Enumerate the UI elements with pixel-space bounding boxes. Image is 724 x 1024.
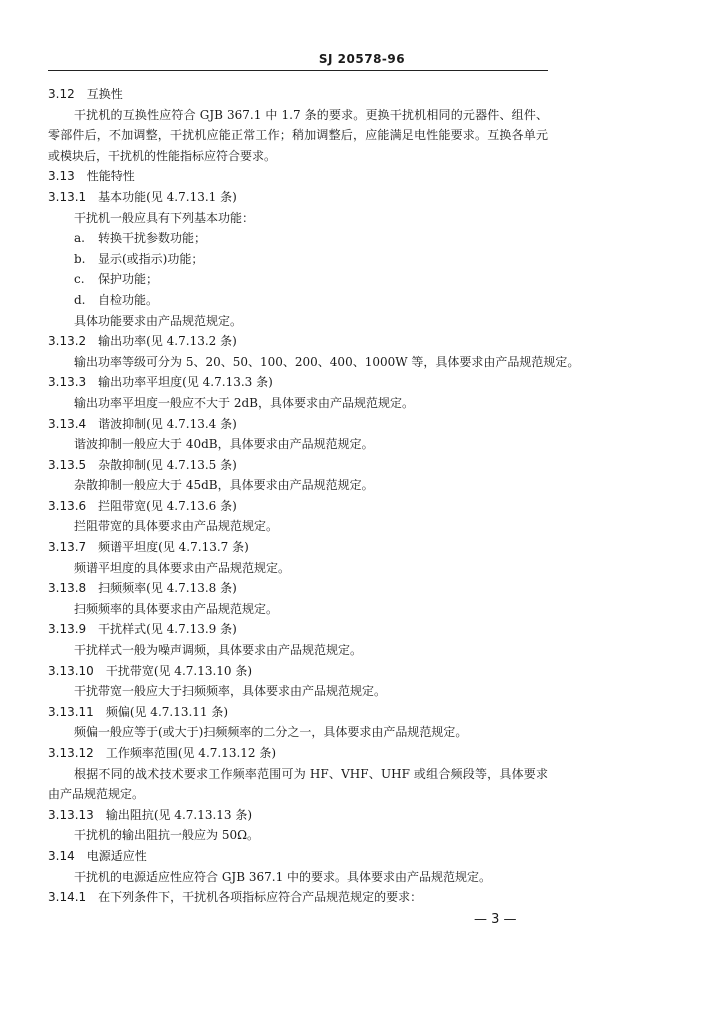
- section-heading: [48, 84, 548, 105]
- body-text: 干扰样式一般为噪声调频，具体要求由产品规范规定。: [74, 643, 363, 658]
- section-heading: [48, 846, 548, 867]
- section-heading: [48, 661, 548, 682]
- section-title: 基本功能(见 4.7.13.1 条): [98, 189, 237, 204]
- body-text: 扫频频率的具体要求由产品规范规定。: [74, 601, 279, 616]
- section-title: 输出功率平坦度(见 4.7.13.3 条): [98, 375, 273, 390]
- section-number: 3.13: [48, 169, 75, 184]
- body-text: 频谱平坦度的具体要求由产品规范规定。: [74, 560, 291, 575]
- section-number: 3.13.13: [48, 807, 94, 822]
- body-text: 干扰机的电源适应性应符合 GJB 367.1 中的要求。具体要求由产品规范规定。: [74, 869, 492, 884]
- list-item: [48, 228, 548, 249]
- section-title: 干扰带宽(见 4.7.13.10 条): [105, 663, 253, 678]
- section-heading: [48, 887, 548, 908]
- section-number: 3.12: [48, 87, 75, 101]
- section-number: 3.13.8: [48, 581, 87, 596]
- list-item-text: 转换干扰参数功能；: [98, 231, 207, 246]
- section-heading: [48, 372, 548, 393]
- list-marker: a.: [74, 231, 85, 246]
- section-title: 输出阻抗(见 4.7.13.13 条): [105, 807, 253, 822]
- page-number: — 3 —: [474, 912, 517, 927]
- list-item-text: 保护功能；: [98, 272, 159, 287]
- list-item: [48, 290, 548, 311]
- body-text: 输出功率等级可分为 5、20、50、100、200、400、1000W 等，具体要求由产品规范规定。: [74, 354, 580, 369]
- body-text: 杂散抑制一般应大于 45dB，具体要求由产品规范规定。: [74, 478, 374, 493]
- document-body: [48, 84, 580, 908]
- section-number: 3.13.12: [48, 746, 94, 760]
- list-marker: d.: [74, 292, 86, 307]
- section-number: 3.13.3: [48, 375, 87, 390]
- section-number: 3.13.9: [48, 622, 87, 637]
- list-item: [48, 249, 548, 270]
- section-number: 3.13.1: [48, 189, 87, 204]
- header-rule: [48, 70, 548, 71]
- section-title: 在下列条件下，干扰机各项指标应符合产品规范规定的要求：: [98, 890, 423, 905]
- section-heading: [48, 537, 548, 558]
- section-number: 3.13.11: [48, 704, 94, 719]
- section-heading: [48, 743, 548, 764]
- paragraph: 干扰机的互换性应符合 GJB 367.1 中 1.7 条的要求。更换干扰机相同的元器件、组件、零部件后，不加调整，干扰机应能正常工作；稍加调整后，应能满足电性能要求。互换各单元或模块后，干扰机的性能指标应符合要求。: [48, 107, 548, 163]
- section-title: 输出功率(见 4.7.13.2 条): [98, 334, 237, 349]
- body-text: 输出功率平坦度一般应不大于 2dB，具体要求由产品规范规定。: [74, 395, 414, 410]
- paragraph: 根据不同的战术技术要求工作频率范围可为 HF、VHF、UHF 或组合频段等，具体要求由产品规范规定。: [48, 766, 548, 802]
- section-title: 频谱平坦度(见 4.7.13.7 条): [98, 540, 249, 555]
- body-text: 干扰机的输出阻抗一般应为 50Ω。: [74, 828, 260, 843]
- section-number: 3.13.6: [48, 498, 87, 513]
- section-title: 工作频率范围(见 4.7.13.12 条): [105, 746, 277, 760]
- document-code: SJ 20578-96: [318, 52, 406, 66]
- section-heading: [48, 578, 548, 599]
- section-heading: [48, 166, 548, 187]
- body-text: 拦阻带宽的具体要求由产品规范规定。: [74, 519, 279, 534]
- list-marker: c.: [74, 272, 85, 287]
- section-title: 杂散抑制(见 4.7.13.5 条): [98, 457, 237, 472]
- section-title: 频偏(见 4.7.13.11 条): [105, 704, 229, 719]
- section-title: 互换性: [86, 87, 123, 101]
- section-title: 扫频频率(见 4.7.13.8 条): [98, 581, 237, 596]
- section-heading: [48, 702, 548, 723]
- body-text: 谐波抑制一般应大于 40dB，具体要求由产品规范规定。: [74, 437, 374, 452]
- list-item: [48, 269, 548, 290]
- section-title: 性能特性: [86, 169, 135, 184]
- section-heading: [48, 187, 548, 208]
- body-text: 干扰机一般应具有下列基本功能：: [74, 210, 255, 225]
- section-heading: [48, 455, 548, 476]
- body-text: 频偏一般应等于(或大于)扫频频率的二分之一，具体要求由产品规范规定。: [74, 725, 468, 740]
- list-item-text: 显示(或指示)功能；: [98, 251, 204, 266]
- section-heading: [48, 414, 548, 435]
- section-heading: [48, 496, 548, 517]
- section-number: 3.14: [48, 848, 75, 863]
- section-number: 3.14.1: [48, 890, 87, 905]
- section-number: 3.13.5: [48, 457, 87, 472]
- section-number: 3.13.10: [48, 663, 94, 678]
- list-marker: b.: [74, 251, 86, 266]
- body-text: 干扰带宽一般应大于扫频频率，具体要求由产品规范规定。: [74, 684, 387, 699]
- section-number: 3.13.7: [48, 540, 87, 555]
- section-heading: [48, 331, 548, 352]
- section-number: 3.13.2: [48, 334, 87, 349]
- section-heading: [48, 619, 548, 640]
- section-heading: [48, 805, 548, 826]
- section-title: 拦阻带宽(见 4.7.13.6 条): [98, 498, 237, 513]
- section-title: 电源适应性: [86, 848, 147, 863]
- section-title: 谐波抑制(见 4.7.13.4 条): [98, 416, 237, 431]
- section-number: 3.13.4: [48, 416, 87, 431]
- body-text: 具体功能要求由产品规范规定。: [74, 313, 243, 328]
- list-item-text: 自检功能。: [98, 292, 159, 307]
- section-title: 干扰样式(见 4.7.13.9 条): [98, 622, 237, 637]
